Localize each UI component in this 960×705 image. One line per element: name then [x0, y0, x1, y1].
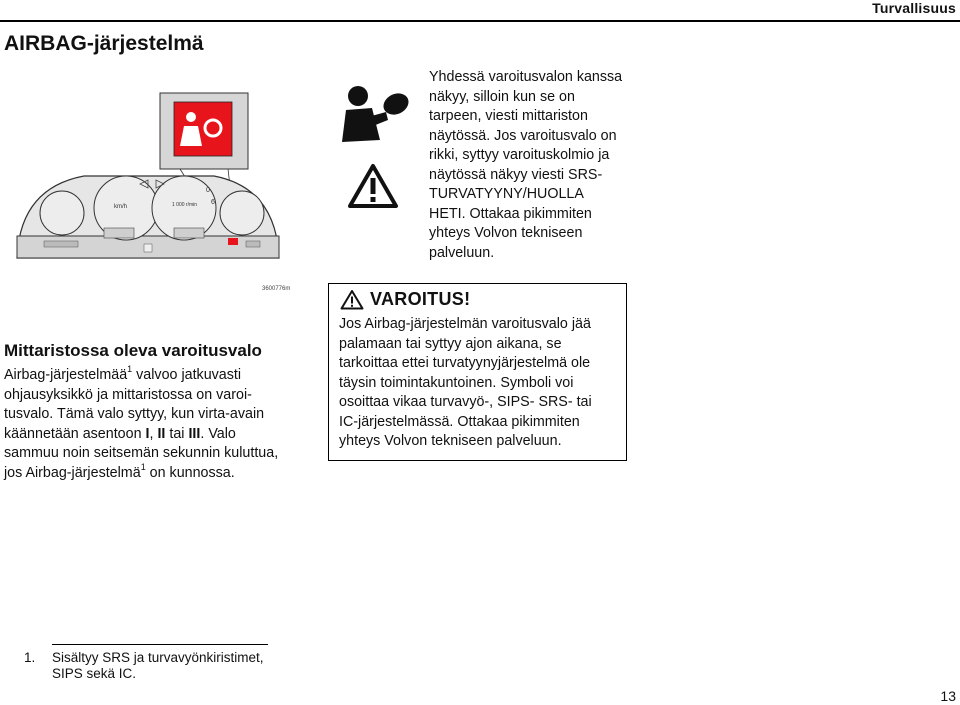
- text-line: ohjausyksikkö ja mittaristossa on varoi-: [4, 386, 252, 403]
- text-line: sammuu noin seitsemän sekunnin kuluttua,: [4, 445, 279, 461]
- key-position: II: [157, 425, 166, 442]
- gauge-number: 6: [211, 199, 215, 206]
- text-run: Airbag-järjestelmää: [4, 367, 128, 383]
- figure-code: 3600776m: [262, 286, 291, 292]
- text-run: on kunnossa.: [145, 464, 235, 481]
- section-label: Turvallisuus: [872, 0, 956, 16]
- warning-small-triangle-icon: [340, 289, 364, 310]
- footnote-text: Sisältyy SRS ja turvavyönkiristimet,: [52, 650, 264, 665]
- text-run: jos Airbag-järjestelmä: [4, 464, 141, 481]
- gauge-number: 0: [206, 187, 210, 194]
- text-line: TURVATYYNY/HUOLLA: [429, 186, 584, 202]
- warning-triangle-icon: [347, 163, 399, 209]
- instrument-cluster-figure: [14, 88, 282, 300]
- footnote-ref: 1: [140, 461, 146, 472]
- page-number: 13: [940, 688, 956, 704]
- airbag-icon: [340, 82, 412, 148]
- text-run: ,: [149, 425, 158, 442]
- text-line: rikki, syttyy varoituskolmio ja: [429, 147, 610, 163]
- text-run: . Valo: [200, 425, 236, 442]
- footnote-rule: [52, 644, 268, 645]
- section-heading: Mittaristossa oleva varoitusvalo: [4, 341, 262, 360]
- dashboard-paragraph: [4, 366, 296, 483]
- tachometer-unit: 1 000 r/min: [172, 202, 198, 208]
- text-line: tarpeen, viesti mittariston: [429, 108, 588, 124]
- text-line: näkyy, silloin kun se on: [429, 88, 575, 105]
- page-title: AIRBAG-järjestelmä: [4, 32, 204, 55]
- footnote-text: SIPS sekä IC.: [52, 666, 137, 681]
- header-rule: [0, 20, 960, 22]
- footnote: [24, 650, 264, 682]
- speedometer-unit: km/h: [114, 204, 128, 210]
- text-line: näytössä näkyy viesti SRS-: [429, 166, 603, 183]
- text-line: palamaan tai syttyy ajon aikana, se: [339, 335, 562, 352]
- text-line: täysin toimintakuntoinen. Symboli voi: [339, 374, 574, 391]
- text-line: tusvalo. Tämä valo syttyy, kun virta-avain: [4, 406, 265, 422]
- footnote-ref: 1: [127, 364, 133, 375]
- text-line: HETI. Ottakaa pikimmiten: [429, 205, 592, 222]
- text-run: valvoo jatkuvasti: [132, 367, 242, 383]
- text-run: käännetään asentoon: [4, 425, 146, 442]
- footnote-number: 1.: [24, 650, 36, 665]
- text-line: IC-järjestelmässä. Ottakaa pikimmiten: [339, 413, 580, 430]
- text-line: yhteys Volvon tekniseen palveluun.: [339, 433, 562, 449]
- warning-label: VAROITUS!: [370, 288, 471, 309]
- right-column-text: [429, 68, 659, 263]
- warning-header: [340, 287, 470, 311]
- text-line: näytössä. Jos varoitusvalo on: [429, 127, 617, 144]
- text-line: Yhdessä varoitusvalon kanssa: [429, 69, 623, 85]
- text-line: tarkoittaa ettei turvatyynyjärjestelmä ole: [339, 355, 591, 371]
- text-line: palveluun.: [429, 244, 495, 261]
- text-run: tai: [165, 425, 189, 442]
- text-line: Jos Airbag-järjestelmän varoitusvalo jää: [339, 316, 591, 332]
- text-line: yhteys Volvon tekniseen: [429, 225, 583, 241]
- key-position: I: [145, 425, 150, 442]
- text-line: osoittaa vikaa turvavyö-, SIPS- SRS- tai: [339, 394, 592, 410]
- key-position: III: [188, 425, 201, 442]
- warning-text: [339, 315, 621, 452]
